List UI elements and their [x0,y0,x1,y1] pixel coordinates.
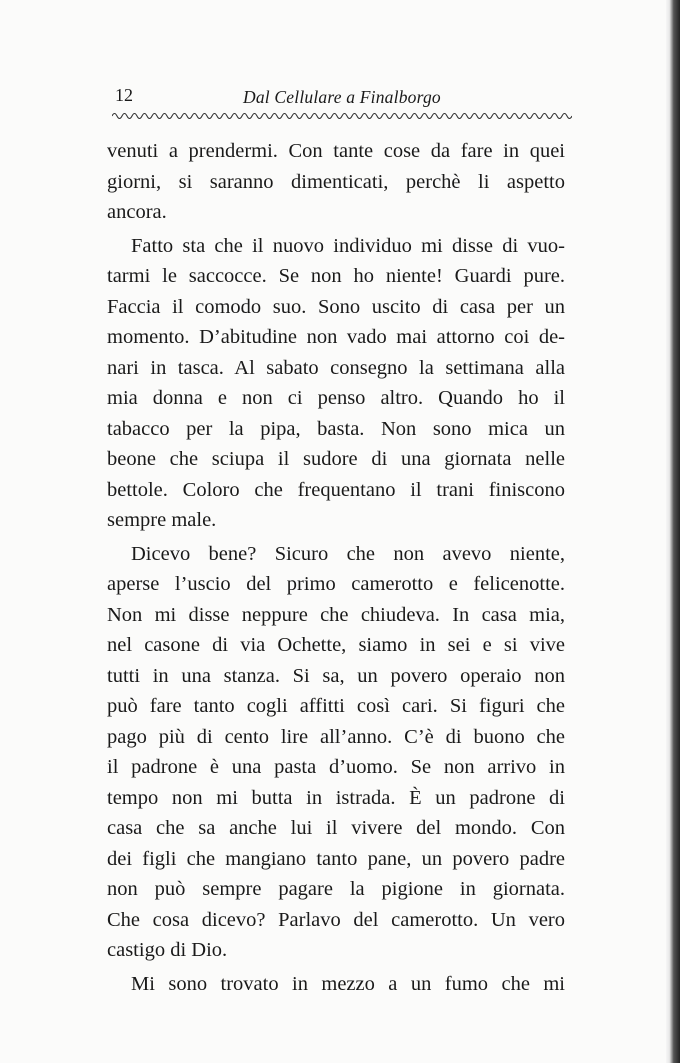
running-title: Dal Cellulare a Finalborgo [243,87,441,107]
text-line: tutti in una stanza. Si sa, un povero operaio non [107,664,565,687]
text-line: ancora. [107,201,167,223]
text-line: venuti a prendermi. Con tante cose da fare in quei [107,140,565,162]
text-line: momento. D’abitudine non vado mai attorno coi de- [107,326,565,348]
text-line: casa che sa anche lui il vivere del mondo. Con [107,817,565,839]
text-line: tempo non mi butta in istrada. È un padrone di [107,786,565,809]
text-line: può fare tanto cogli affitti così cari. Si figuri che [107,695,565,717]
text-line: tabacco per la pipa, basta. Non sono mica un [107,417,565,440]
text-line: Che cosa dicevo? Parlavo del camerotto. Un vero [107,908,565,931]
text-line: Non mi disse neppure che chiudeva. In casa mia, [107,603,565,626]
text-line: castigo di Dio. [107,939,228,961]
text-line: bettole. Coloro che frequentano il trani finiscono [107,478,565,501]
page-edge-shadow [666,0,680,1063]
page-header [115,84,570,108]
text-line: dei figli che mangiano tanto pane, un povero padre [107,847,565,870]
header-wavy-rule [112,110,572,122]
text-line: Mi sono trovato in mezzo a un fumo che mi [131,972,565,995]
text-line: non può sempre pagare la pigione in giornata. [107,878,565,900]
text-line: giorni, si saranno dimenticati, perchè li aspetto [107,170,565,193]
text-line: Dicevo bene? Sicuro che non avevo niente, [131,542,565,565]
text-line: sempre male. [107,509,217,531]
text-line: nel casone di via Ochette, siamo in sei e si vive [107,634,565,656]
text-line: aperse l’uscio del primo camerotto e felicenotte. [107,573,565,595]
text-line: mia donna e non ci penso altro. Quando ho il [107,387,565,409]
text-line: tarmi le saccocce. Se non ho niente! Guardi pure. [107,265,565,287]
text-line: Faccia il comodo suo. Sono uscito di casa per un [107,295,565,318]
text-line: il padrone è una pasta d’uomo. Se non arrivo in [107,756,565,778]
body-text [107,136,565,999]
text-line: Fatto sta che il nuovo individuo mi disse di vuo- [131,234,565,257]
text-line: nari in tasca. Al sabato consegno la settimana alla [107,356,565,379]
text-line: beone che sciupa il sudore di una giornata nelle [107,448,565,470]
page-number: 12 [115,85,133,105]
text-line: pago più di cento lire all’anno. C’è di buono che [107,725,565,748]
